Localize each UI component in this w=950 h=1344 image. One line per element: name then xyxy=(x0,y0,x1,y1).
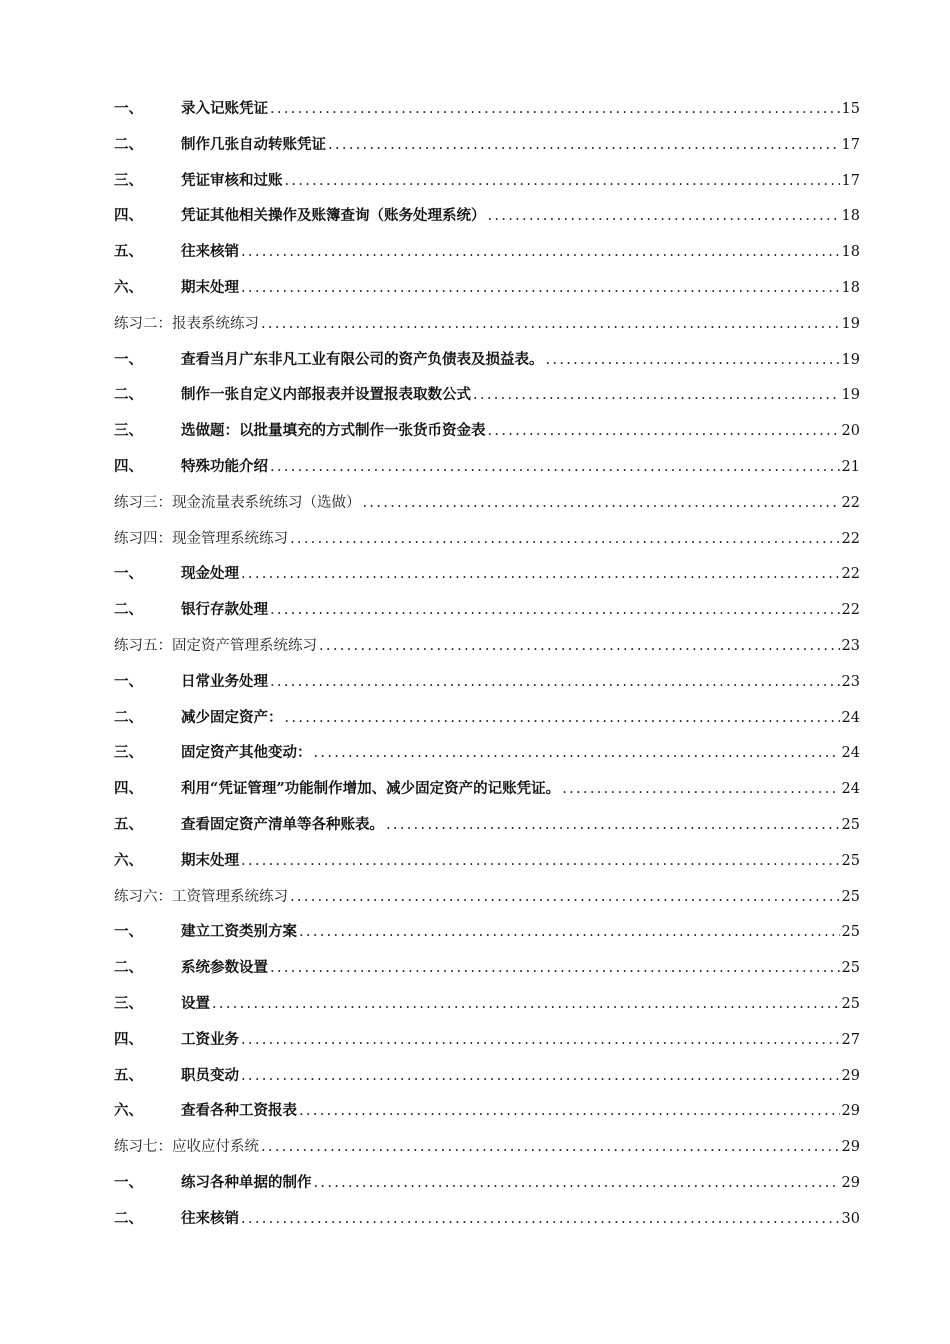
toc-leader-dots xyxy=(270,960,840,976)
toc-entry[interactable] xyxy=(114,920,860,956)
toc-page-number: 29 xyxy=(841,1103,860,1120)
toc-leader-dots xyxy=(319,638,840,654)
toc-entry[interactable] xyxy=(114,240,860,276)
toc-page-number: 17 xyxy=(841,136,860,153)
toc-entry-title: 练习各种单据的制作 xyxy=(181,1173,312,1191)
toc-entry-number: 一、 xyxy=(114,100,143,117)
toc-entry[interactable] xyxy=(114,455,860,491)
toc-page-number: 25 xyxy=(841,924,860,941)
toc-page-number: 22 xyxy=(841,494,860,511)
toc-leader-dots xyxy=(314,1175,840,1191)
toc-leader-dots xyxy=(241,244,840,260)
toc-entry[interactable] xyxy=(114,1171,860,1207)
toc-entry[interactable] xyxy=(114,348,860,384)
toc-entry[interactable] xyxy=(114,849,860,885)
toc-entry-title: 练习六：工资管理系统练习 xyxy=(114,888,288,905)
table-of-contents xyxy=(114,97,860,1243)
toc-entry-title: 凭证审核和过账 xyxy=(181,171,283,189)
toc-page-number: 29 xyxy=(841,1139,860,1156)
toc-entry-number: 五、 xyxy=(114,815,143,833)
toc-leader-dots xyxy=(363,495,840,511)
toc-page-number: 30 xyxy=(841,1210,860,1227)
toc-entry-number: 一、 xyxy=(114,672,143,690)
toc-leader-dots xyxy=(562,781,839,797)
toc-entry[interactable] xyxy=(114,956,860,992)
toc-leader-dots xyxy=(261,316,840,332)
toc-entry-title: 现金处理 xyxy=(181,565,239,583)
toc-page-number: 18 xyxy=(841,208,860,225)
toc-entry[interactable] xyxy=(114,1099,860,1135)
toc-entry-title: 选做题：以批量填充的方式制作一张货币资金表 xyxy=(181,422,486,440)
toc-leader-dots xyxy=(473,387,840,403)
toc-entry-number: 四、 xyxy=(114,457,143,475)
toc-leader-dots xyxy=(261,1139,840,1155)
toc-leader-dots xyxy=(241,566,840,582)
toc-leader-dots xyxy=(270,674,840,690)
toc-page-number: 29 xyxy=(841,1174,860,1191)
toc-entry[interactable] xyxy=(114,419,860,455)
toc-entry-number: 二、 xyxy=(114,959,143,977)
toc-entry-title: 日常业务处理 xyxy=(181,672,268,690)
toc-entry-title: 练习七：应收应付系统 xyxy=(114,1139,259,1156)
toc-entry-number: 二、 xyxy=(114,708,143,726)
toc-leader-dots xyxy=(290,531,840,547)
toc-page-number: 19 xyxy=(841,315,860,332)
toc-page-number: 18 xyxy=(841,279,860,296)
toc-leader-dots xyxy=(241,1068,840,1084)
toc-entry[interactable] xyxy=(114,383,860,419)
toc-entry[interactable] xyxy=(114,1064,860,1100)
toc-entry[interactable] xyxy=(114,1028,860,1064)
toc-entry-number: 四、 xyxy=(114,207,143,225)
toc-entry-number: 三、 xyxy=(114,171,143,189)
toc-entry[interactable] xyxy=(114,204,860,240)
toc-leader-dots xyxy=(241,853,840,869)
toc-entry-number: 二、 xyxy=(114,386,143,404)
toc-entry-title: 期末处理 xyxy=(181,851,239,869)
toc-entry-number: 二、 xyxy=(114,1209,143,1227)
toc-entry-title: 系统参数设置 xyxy=(181,959,268,977)
toc-entry-title: 银行存款处理 xyxy=(181,601,268,619)
toc-entry-title: 练习二：报表系统练习 xyxy=(114,315,259,332)
toc-page-number: 25 xyxy=(841,852,860,869)
toc-leader-dots xyxy=(328,137,840,153)
toc-leader-dots xyxy=(270,602,840,618)
toc-entry[interactable] xyxy=(114,741,860,777)
toc-page-number: 24 xyxy=(841,745,860,762)
toc-entry-title: 练习三：现金流量表系统练习（选做） xyxy=(114,494,361,511)
toc-leader-dots xyxy=(488,423,840,439)
toc-leader-dots xyxy=(290,889,840,905)
toc-leader-dots xyxy=(488,208,840,224)
toc-page-number: 23 xyxy=(841,673,860,690)
toc-leader-dots xyxy=(212,996,840,1012)
toc-entry-number: 三、 xyxy=(114,422,143,440)
toc-entry-title: 查看当月广东非凡工业有限公司的资产负债表及损益表。 xyxy=(181,350,544,368)
toc-leader-dots xyxy=(546,352,840,368)
toc-entry-title: 往来核销 xyxy=(181,1209,239,1227)
toc-entry-title: 练习四：现金管理系统练习 xyxy=(114,530,288,547)
toc-page-number: 21 xyxy=(841,458,860,475)
toc-page-number: 23 xyxy=(841,637,860,654)
toc-entry-number: 三、 xyxy=(114,744,143,762)
toc-entry-title: 往来核销 xyxy=(181,243,239,261)
toc-entry-number: 一、 xyxy=(114,350,143,368)
toc-entry-number: 四、 xyxy=(114,1030,143,1048)
toc-entry-title: 建立工资类别方案 xyxy=(181,923,297,941)
toc-entry-number: 五、 xyxy=(114,243,143,261)
toc-entry-number: 一、 xyxy=(114,923,143,941)
toc-page-number: 20 xyxy=(841,423,860,440)
toc-leader-dots xyxy=(285,710,840,726)
toc-leader-dots xyxy=(241,280,840,296)
toc-entry-number: 六、 xyxy=(114,278,143,296)
toc-leader-dots xyxy=(241,1032,840,1048)
toc-page-number: 22 xyxy=(841,602,860,619)
toc-entry-title: 减少固定资产： xyxy=(181,708,283,726)
toc-leader-dots xyxy=(386,817,840,833)
toc-page-number: 24 xyxy=(841,781,860,798)
toc-entry-title: 利用“凭证管理”功能制作增加、减少固定资产的记账凭证。 xyxy=(181,780,561,798)
toc-entry-title: 固定资产其他变动： xyxy=(181,744,312,762)
toc-page-number: 15 xyxy=(841,101,860,117)
toc-entry[interactable] xyxy=(114,813,860,849)
toc-leader-dots xyxy=(299,924,840,940)
toc-entry-number: 五、 xyxy=(114,1066,143,1084)
toc-entry-title: 凭证其他相关操作及账簿查询（账务处理系统） xyxy=(181,207,486,225)
toc-entry-title: 录入记账凭证 xyxy=(181,100,268,117)
toc-entry-title: 练习五：固定资产管理系统练习 xyxy=(114,637,317,654)
toc-entry-title: 制作一张自定义内部报表并设置报表取数公式 xyxy=(181,386,471,404)
toc-leader-dots xyxy=(314,745,840,761)
toc-page-number: 25 xyxy=(841,888,860,905)
toc-entry-number: 一、 xyxy=(114,1173,143,1191)
toc-entry-title: 特殊功能介绍 xyxy=(181,457,268,475)
toc-leader-dots xyxy=(241,1211,840,1227)
toc-entry-number: 六、 xyxy=(114,1102,143,1120)
toc-page-number: 22 xyxy=(841,566,860,583)
toc-page-number: 18 xyxy=(841,244,860,261)
toc-page-number: 25 xyxy=(841,995,860,1012)
toc-entry-number: 一、 xyxy=(114,565,143,583)
toc-entry-number: 二、 xyxy=(114,601,143,619)
toc-section-entry[interactable] xyxy=(114,491,860,527)
toc-page-number: 25 xyxy=(841,816,860,833)
toc-entry[interactable] xyxy=(114,992,860,1028)
toc-page-number: 27 xyxy=(841,1031,860,1048)
toc-leader-dots xyxy=(270,459,840,475)
toc-entry[interactable] xyxy=(114,97,860,133)
toc-section-entry[interactable] xyxy=(114,527,860,563)
toc-entry-title: 查看固定资产清单等各种账表。 xyxy=(181,815,384,833)
toc-section-entry[interactable] xyxy=(114,634,860,670)
toc-entry-title: 查看各种工资报表 xyxy=(181,1102,297,1120)
toc-page-number: 17 xyxy=(841,172,860,189)
toc-page-number: 29 xyxy=(841,1067,860,1084)
toc-entry-title: 期末处理 xyxy=(181,278,239,296)
toc-entry[interactable] xyxy=(114,670,860,706)
toc-section-entry[interactable] xyxy=(114,1135,860,1171)
toc-entry-title: 职员变动 xyxy=(181,1066,239,1084)
toc-entry-title: 工资业务 xyxy=(181,1030,239,1048)
toc-entry[interactable] xyxy=(114,133,860,169)
toc-entry-number: 三、 xyxy=(114,994,143,1012)
toc-page-number: 19 xyxy=(841,387,860,404)
toc-leader-dots xyxy=(270,101,840,117)
toc-page-number: 24 xyxy=(841,709,860,726)
toc-section-entry[interactable] xyxy=(114,885,860,921)
toc-page-number: 19 xyxy=(841,351,860,368)
toc-entry[interactable] xyxy=(114,276,860,312)
toc-entry-number: 六、 xyxy=(114,851,143,869)
toc-entry-title: 设置 xyxy=(181,994,210,1012)
toc-page-number: 22 xyxy=(841,530,860,547)
toc-leader-dots xyxy=(299,1103,840,1119)
toc-entry-number: 四、 xyxy=(114,780,143,798)
toc-section-entry[interactable] xyxy=(114,312,860,348)
toc-entry-number: 二、 xyxy=(114,135,143,153)
toc-entry[interactable] xyxy=(114,169,860,205)
toc-entry[interactable] xyxy=(114,562,860,598)
toc-leader-dots xyxy=(285,173,840,189)
toc-entry[interactable] xyxy=(114,598,860,634)
toc-entry[interactable] xyxy=(114,706,860,742)
toc-entry[interactable] xyxy=(114,1207,860,1243)
toc-page-number: 25 xyxy=(841,960,860,977)
toc-entry-title: 制作几张自动转账凭证 xyxy=(181,135,326,153)
toc-entry[interactable] xyxy=(114,777,860,813)
